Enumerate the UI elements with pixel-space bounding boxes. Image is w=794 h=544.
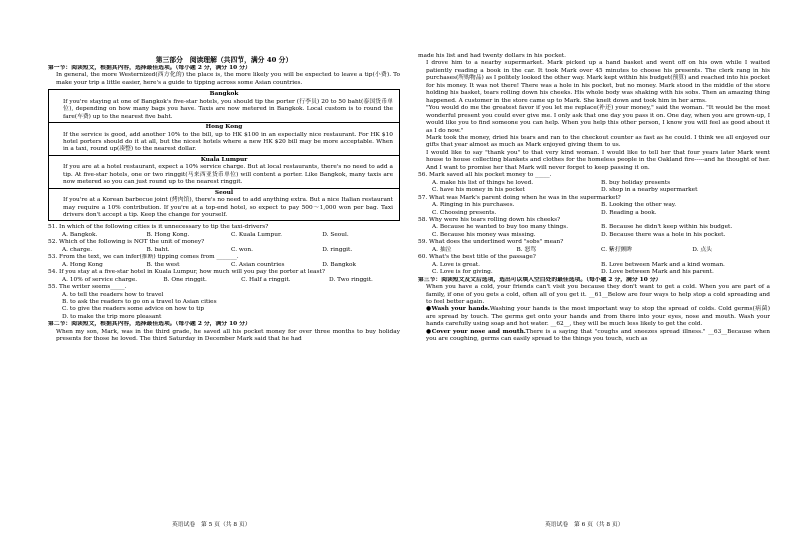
city-text: If you're staying at one of Bangkok's five-star hotels, you should tip the porter (行李员) 20 to 50 baht(泰国货币单位), depending on how many bags you have. Taxis are now metered in Bangkok. Local custom is to round the fare(车费) up to the nearest five baht. <box>63 98 393 120</box>
city-text: If you are at a hotel restaurant, expect a 10% service charge. But at local restaurants, there's no need to add a tip. At five-star hotels, one or two ringgit(马来西亚货币单位) will content a porter. Like Bangkok, many taxis are now metered so you can just round up to the nearest ringgit. <box>63 164 393 186</box>
option-a: A. Ringing in his purchases. <box>432 202 515 209</box>
question-52 <box>48 239 400 254</box>
option-c: C. Choosing presents. <box>432 209 497 216</box>
bullet-heading: ●Cover your nose and mouth. <box>426 328 526 335</box>
question-stem: 60. What's the best title of the passage? <box>418 254 536 261</box>
option-a: A. Hong Kong <box>62 261 103 268</box>
option-d: D. Love between Mark and his parent. <box>601 269 714 276</box>
section1-heading: 第一节：阅读短文，根据其内容，选择最佳选项。（每小题 2 分，满分 10 分） <box>48 65 251 71</box>
option-c: C. Kuala Lumpur. <box>231 231 282 238</box>
question-58 <box>418 217 770 239</box>
option-b: B. Love between Mark and a kind woman. <box>601 261 725 268</box>
bullet-text: Washing your hands is the most important way to stop the spread of colds. Cold germs(病菌) are spread by touch. The germs get onto your hands and from there into your eyes, nose and mouth. Wash your hands carefully using soap and hot water. __62__, they will be much less likely to get the cold. <box>426 306 770 328</box>
option-c: C. to give the readers some advice on how to tip <box>62 306 205 313</box>
option-a: A. to tell the readers how to travel <box>62 291 164 298</box>
table-cell-kuala-lumpur <box>49 155 399 188</box>
story-paragraph-1: I drove him to a nearby supermarket. Mark picked up a hand basket and went off on his own while I waited patiently reading a book in the car. It took Mark over 45 minutes to choose his presents. The clerk rang in his purchases(所购物品) as I politely looked the other way. Mark kept within his budget(预算) and reached into his pocket for his money. It was not there! There was a hole in his pocket, but no money. Mark stood in the middle of the store holding his basket, tears rolling down his cheeks. His whole body was shaking with his sobs. Then an amazing thing happened. A customer in the store came up to Mark. She knelt down and took him in her arms. <box>426 60 770 104</box>
question-55 <box>48 284 400 321</box>
question-stem: 53. From the text, we can infer(推断) tipping comes from _______. <box>48 254 239 261</box>
story-paragraph-start: When my son, Mark, was in the third grade, he saved all his pocket money for over three months to buy holiday presents for those he loved. The third Saturday in December Mark said that he had <box>56 328 400 343</box>
option-c: C. 紫打颤眸 <box>601 246 633 253</box>
bullet-heading: ●Wash your hands. <box>426 306 490 313</box>
option-d: D. ringgit. <box>322 246 353 253</box>
question-57 <box>418 195 770 217</box>
question-stem: 59. What does the underlined word "sobs" mean? <box>418 239 564 246</box>
option-a: A. make his list of things he loved. <box>432 179 534 186</box>
option-c: C. Because his money was missing. <box>432 231 536 238</box>
page-footer-left: 英语试卷 第 5 页（共 8 页） <box>172 522 251 528</box>
question-60 <box>418 254 770 276</box>
option-b: B. baht. <box>146 246 170 253</box>
story-paragraph-2: "You would do me the greatest favor if you let me replace(补还) your money," said the woman. "It would be the most wonderful present you could ever give me. I only ask that one day you pass it on. One day, when you are grown-up, I would like you to find someone you can help. When you help this other person, I know you will feel as good about it as I do now." <box>426 105 770 134</box>
option-d: D. Seoul. <box>322 231 349 238</box>
table-cell-bangkok <box>49 90 399 122</box>
left-column <box>48 0 400 544</box>
city-name: Seoul <box>214 189 234 196</box>
option-c: C. Asian countries <box>231 261 285 268</box>
option-b: B. to ask the readers to go on a travel to Asian cities <box>62 298 217 305</box>
page-footer-right: 英语试卷 第 6 页（共 8 页） <box>545 522 624 528</box>
bullet-cover-nose <box>418 329 770 344</box>
intro-paragraph: In general, the more Westernized(西方化的) the place is, the more likely you will be expected to leave a tip(小费). To make your trip a little easier, here's a guide to tipping across some Asian countries. <box>56 72 400 86</box>
option-b: B. the west <box>146 261 180 268</box>
question-54 <box>48 269 400 284</box>
city-name: Hong Kong <box>205 124 243 131</box>
option-a: A. Bangkok. <box>62 231 98 238</box>
option-c: C. Half a ringgit. <box>241 276 291 283</box>
question-stem: 56. Mark saved all his pocket money to _____. <box>418 172 552 179</box>
option-a: A. Love is great. <box>432 261 480 268</box>
question-51 <box>48 224 400 239</box>
option-c: C. have his money in his pocket <box>432 187 525 194</box>
question-56 <box>418 172 770 194</box>
option-d: D. Two ringgit. <box>329 276 373 283</box>
option-b: B. buy holiday presents <box>601 179 671 186</box>
city-name: Bangkok <box>209 91 239 98</box>
question-stem: 55. The writer seems_____. <box>48 284 127 291</box>
option-a: A. 抽泣 <box>432 246 452 253</box>
story-paragraph-4: I would like to say "thank you" to that very kind woman. I would like to tell her that four years later Mark went house to house collecting blankets and clothes for the homeless people in the Oakland fire-----and he thought of her. And I want to promise her that Mark will never forget to keep passing it on. <box>426 149 770 171</box>
table-cell-seoul <box>49 188 399 221</box>
story-paragraph-3: Mark took the money, dried his tears and ran to the checkout counter as fast as he could. I think we all enjoyed our gifts that year almost as much as Mark enjoyed giving them to us. <box>426 134 770 149</box>
city-name: Kuala Lumpur <box>200 156 248 163</box>
question-59 <box>418 239 770 254</box>
option-a: A. 10% of service charge. <box>62 276 138 283</box>
bullet-text: There is a saying that "coughs and sneezes spread illness." __63__Because when you are coughing, germs can easily spread to the things you touch, such as <box>426 328 770 343</box>
question-stem: 52. Which of the following is NOT the unit of money? <box>48 239 205 246</box>
option-d: D. shop in a nearby supermarket <box>601 187 698 194</box>
cold-intro: When you have a cold, your friends can't visit you because they don't want to get a cold. When you are part of a family, if one of you gets a cold, often all of you get it. __61__Below are four ways to help stop a cold spreading and to feel better again. <box>426 284 770 305</box>
question-stem: 54. If you stay at a five-star hotel in Kuala Lumpur, how much will you pay the porter at least? <box>48 269 325 276</box>
question-stem: 58. Why were his tears rolling down his cheeks? <box>418 216 561 223</box>
story-continued: made his list and had twenty dollars in his pocket. <box>418 53 566 59</box>
option-d: D. to make the trip more pleasant <box>62 313 162 320</box>
right-column <box>418 0 770 544</box>
tipping-table <box>48 89 400 221</box>
section3-heading: 第三节：阅读短文及文后选项，选出可以填入空白处的最佳选项。（每小题 2 分，满分 10 分） <box>418 276 662 283</box>
question-stem: 51. In which of the following cities is it unnecessary to tip the taxi-drivers? <box>48 224 269 231</box>
option-d: D. Reading a book. <box>601 209 657 216</box>
option-b: B. 怒骂 <box>516 246 537 253</box>
option-d: D. Because there was a hole in his pocket. <box>601 231 726 238</box>
city-text: If you're at a Korean barbecue joint (烤肉馆), there's no need to add anything extra. But a nice Italian restaurant may require a 10% contribution. If you're at a top-end hotel, so expect to pay 500～1,000 won per bag. Taxi drivers don't accept a tip. Keep the change for yourself. <box>63 197 393 218</box>
section2-heading: 第二节：阅读短文，根据其内容，选择最佳选项。（每小题 2 分，满分 10 分） <box>48 321 251 328</box>
part-title: 第三部分 阅读理解（共四节，满分 40 分） <box>155 56 293 64</box>
option-d: D. 点头 <box>692 246 712 253</box>
city-text: If the service is good, add another 10% to the bill, up to HK $100 in an especially nice restaurant. For HK $10 hotel porters should do it at all, but the nicest hotels where a new HK $20 bill may be more acceptable. When in a taxi, round up(凑整) to the nearest dollar. <box>63 131 393 153</box>
option-d: D. Bangkok <box>322 261 357 268</box>
option-b: B. Hong Kong. <box>146 231 190 238</box>
option-b: B. Because he didn't keep within his budget. <box>601 224 733 231</box>
option-c: C. Love is for giving. <box>432 269 493 276</box>
option-c: C. won. <box>231 246 253 253</box>
option-b: B. Looking the other way. <box>601 202 677 209</box>
question-53 <box>48 254 400 269</box>
option-b: B. One ringgit. <box>163 276 207 283</box>
bullet-wash-hands <box>418 306 770 328</box>
option-a: A. Because he wanted to buy too many things. <box>432 224 569 231</box>
question-stem: 57. What was Mark's parent doing when he was in the supermarket? <box>418 194 621 201</box>
option-a: A. charge. <box>62 246 93 253</box>
table-cell-hong-kong <box>49 122 399 155</box>
